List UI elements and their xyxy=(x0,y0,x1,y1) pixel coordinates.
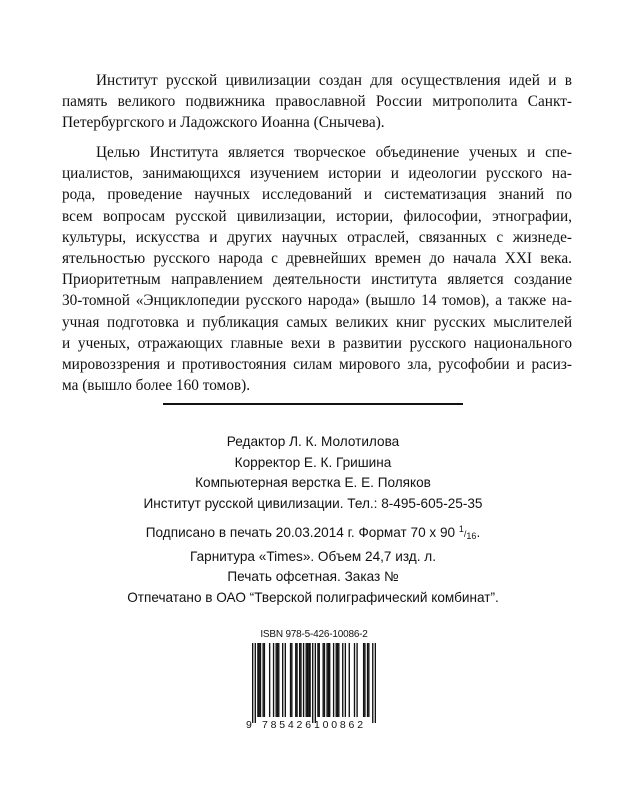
text-line: культуры, искусства и других научных отраслей, связанных с жизнеде- xyxy=(62,228,572,246)
barcode-bar xyxy=(368,643,369,717)
barcode-bar xyxy=(299,643,300,717)
printer-line: Отпечатано в ОАО “Тверской полиграфический комбинат”. xyxy=(127,590,499,606)
barcode-bar xyxy=(308,643,309,717)
barcode-right-digits: 100862 xyxy=(314,719,366,731)
signed-for-print-text: Подписано в печать 20.03.2014 г. Формат 70 х 90 xyxy=(145,525,456,540)
barcode-bar xyxy=(278,643,279,717)
typeface-line: Гарнитура «Times». Объем 24,7 изд. л. xyxy=(190,548,436,564)
barcode-guard-bar xyxy=(375,643,376,723)
barcode-bar xyxy=(260,643,261,717)
barcode-bar xyxy=(338,643,339,717)
barcode-bar xyxy=(306,643,307,717)
barcode-bar xyxy=(259,643,260,717)
format-slash: / xyxy=(463,529,467,539)
barcode-bar xyxy=(264,643,265,717)
print-info-block xyxy=(0,519,626,609)
barcode-bar xyxy=(364,643,365,717)
barcode-guard-bar xyxy=(372,643,373,723)
signed-for-print-line xyxy=(0,519,626,547)
text-line: Петербургского и Ладожского Иоанна (Снычева). xyxy=(62,114,385,132)
barcode-bar xyxy=(290,643,291,717)
barcode-bar xyxy=(356,643,357,717)
barcode-first-digit: 9 xyxy=(246,719,252,731)
barcode-guard-bar xyxy=(315,643,316,723)
divider-rule xyxy=(163,403,463,405)
text-line: ма (вышло более 160 томов). xyxy=(62,377,251,395)
proofreader-credit: Корректор Е. К. Гришина xyxy=(234,454,392,470)
institute-goals-paragraph xyxy=(62,142,572,396)
institute-contact: Институт русской цивилизации. Тел.: 8-495-605-25-35 xyxy=(143,496,483,512)
barcode-bar xyxy=(333,643,334,717)
isbn-label: ISBN 978-5-426-10086-2 xyxy=(260,629,368,640)
printing-line: Печать офсетная. Заказ № xyxy=(227,569,399,585)
barcode-bar xyxy=(317,643,318,717)
barcode-bar xyxy=(291,643,292,717)
text-line: Приоритетным направлением деятельности института является создание xyxy=(62,271,572,289)
barcode-guard-bar xyxy=(312,643,313,723)
barcode-bar xyxy=(275,643,276,717)
barcode-bar xyxy=(300,643,301,717)
barcode-bar xyxy=(324,643,325,717)
barcode-bar xyxy=(257,643,258,717)
barcode-bar xyxy=(309,643,310,717)
text-line: память великого подвижника православной России митрополита Санкт- xyxy=(62,93,572,111)
barcode-bar xyxy=(322,643,323,717)
editor-credit: Редактор Л. К. Молотилова xyxy=(226,434,400,449)
barcode-bar xyxy=(342,643,343,717)
text-line: и ученых, отражающих главные вехи в развитии русского национального xyxy=(62,334,572,352)
barcode-bar xyxy=(307,643,308,717)
text-line: Целью Института является творческое объединение ученых и спе- xyxy=(96,144,572,161)
barcode-bar xyxy=(326,643,327,717)
barcode-bar xyxy=(363,643,364,717)
barcode-guard-bar xyxy=(255,643,256,723)
barcode-bar xyxy=(269,643,270,717)
text-line: ятельностью русского народа с древнейших времен до начала XXI века. xyxy=(62,250,572,268)
text-line: 30-томной «Энциклопедии русского народа» (вышло 14 томов), а также на- xyxy=(62,292,572,310)
text-line: рода, проведение научных исследований и систематизация знаний по xyxy=(62,186,572,204)
barcode-bar xyxy=(367,643,368,717)
institute-intro-paragraph xyxy=(62,70,572,134)
format-fraction xyxy=(458,524,477,541)
barcode-bar xyxy=(328,643,329,717)
barcode-bar xyxy=(282,643,283,717)
barcode-bar xyxy=(349,643,350,717)
text-line: Институт русской цивилизации создан для осуществления идей и в xyxy=(96,72,572,89)
barcode-bar xyxy=(295,643,296,717)
barcode-bar xyxy=(296,643,297,717)
barcode-bar xyxy=(303,643,304,717)
barcode-bar xyxy=(262,643,263,717)
format-denominator: 16 xyxy=(466,531,477,541)
barcode-bar xyxy=(285,643,286,717)
barcode-bar xyxy=(277,643,278,717)
barcode-bar xyxy=(354,643,355,717)
format-numerator: 1 xyxy=(458,524,464,534)
barcode-guard-bar xyxy=(252,643,253,723)
credits-block xyxy=(0,432,626,515)
layout-credit: Компьютерная верстка Е. Е. Поляков xyxy=(195,475,431,491)
isbn-barcode xyxy=(252,643,376,723)
barcode-bar xyxy=(336,643,337,717)
barcode-bar xyxy=(329,643,330,717)
barcode-bar xyxy=(273,643,274,717)
text-line: мировоззрения и противостояния силам мирового зла, русофобии и расиз- xyxy=(62,356,572,374)
barcode-bar xyxy=(345,643,346,717)
text-line: учная подготовка и публикация самых великих книг русских мыслителей xyxy=(62,313,572,331)
text-line: всем вопросам русской цивилизации, истории, философии, этнографии, xyxy=(62,207,572,225)
barcode-bar xyxy=(337,643,338,717)
text-line: циалистов, занимающихся изучением истории и идеологии русского на- xyxy=(62,165,572,183)
format-period: . xyxy=(476,525,481,540)
barcode-bar xyxy=(319,643,320,717)
barcode-left-digits: 785426 xyxy=(262,719,314,731)
